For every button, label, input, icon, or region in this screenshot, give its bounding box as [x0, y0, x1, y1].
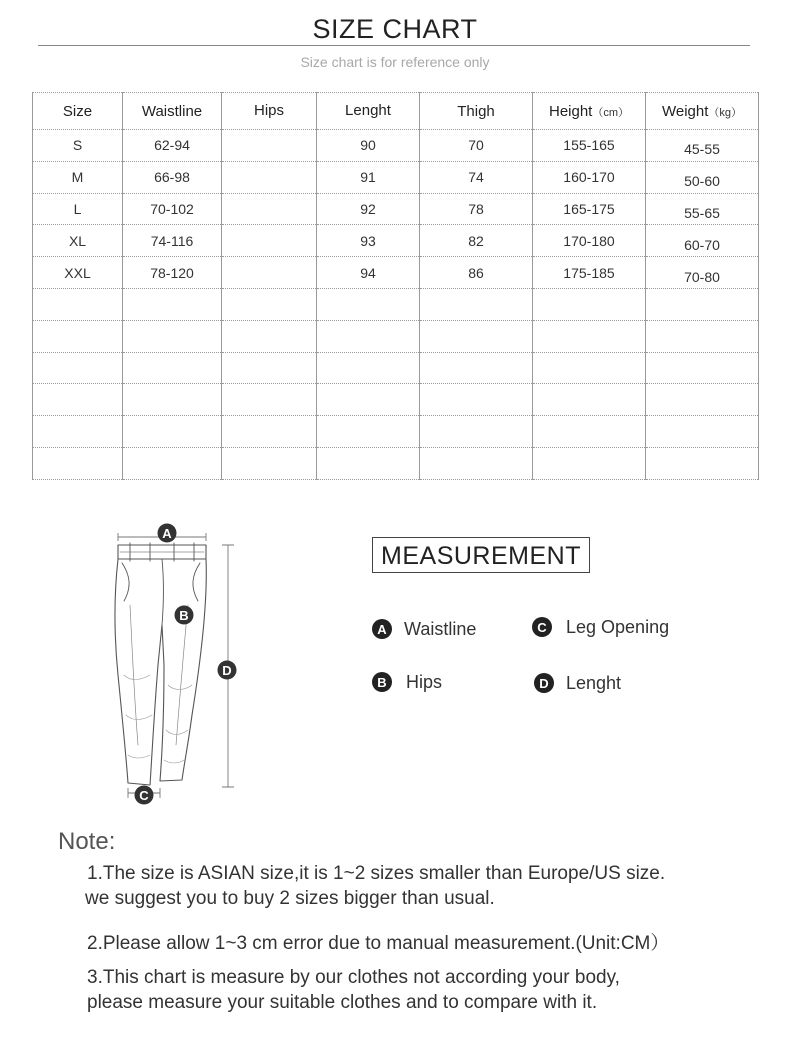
table-cell: [533, 288, 646, 320]
table-cell: [222, 193, 317, 225]
table-cell: [222, 130, 317, 162]
table-header-row: [33, 93, 759, 130]
table-cell: 170-180: [533, 225, 646, 257]
table-cell: S: [33, 130, 123, 162]
table-cell: [222, 288, 317, 320]
badge-b: B: [372, 672, 392, 692]
table-row: [33, 384, 759, 416]
table-cell: [646, 320, 759, 352]
table-cell: 70-80: [646, 257, 759, 289]
size-table: [32, 92, 759, 480]
note-line: 3.This chart is measure by our clothes not according your body,: [87, 967, 620, 988]
table-cell: [123, 352, 222, 384]
table-cell: 93: [317, 225, 420, 257]
table-cell: [646, 288, 759, 320]
table-cell: 74-116: [123, 225, 222, 257]
table-cell: M: [33, 161, 123, 193]
unit-label: （cm）: [592, 106, 630, 119]
table-cell: 155-165: [533, 130, 646, 162]
table-cell: [222, 320, 317, 352]
table-cell: [646, 352, 759, 384]
table-cell: [317, 288, 420, 320]
legend-label: Lenght: [566, 672, 622, 693]
header-cell: Waistline: [123, 93, 222, 130]
legend-item-waistline: [372, 617, 476, 641]
table-cell: 92: [317, 193, 420, 225]
table-cell: 62-94: [123, 130, 222, 162]
table-cell: [123, 416, 222, 448]
table-row: [33, 288, 759, 320]
table-cell: 70-102: [123, 193, 222, 225]
unit-label: （kg）: [708, 106, 743, 119]
table-cell: 91: [317, 161, 420, 193]
table-cell: [533, 384, 646, 416]
table-cell: [33, 447, 123, 479]
table-cell: XL: [33, 225, 123, 257]
table-row: [33, 352, 759, 384]
note-line: we suggest you to buy 2 sizes bigger than usual.: [85, 888, 495, 909]
table-cell: 50-60: [646, 161, 759, 193]
header-cell: Hips: [222, 93, 317, 130]
table-cell: [33, 416, 123, 448]
note-line: please measure your suitable clothes and to compare with it.: [87, 992, 598, 1013]
table-cell: XXL: [33, 257, 123, 289]
header-cell: Weight（kg）: [646, 93, 759, 130]
table-cell: [123, 320, 222, 352]
measurement-title: MEASUREMENT: [372, 537, 590, 573]
table-row: [33, 193, 759, 225]
table-cell: 94: [317, 257, 420, 289]
table-cell: [123, 288, 222, 320]
table-cell: [33, 384, 123, 416]
table-cell: [222, 225, 317, 257]
table-cell: [222, 384, 317, 416]
table-row: [33, 320, 759, 352]
note-line: 1.The size is ASIAN size,it is 1~2 sizes smaller than Europe/US size.: [87, 863, 666, 884]
pants-sketch-icon: [100, 515, 250, 815]
legend-item-hips: [372, 670, 442, 694]
table-cell: 175-185: [533, 257, 646, 289]
table-cell: [222, 416, 317, 448]
legend-label: Waistline: [404, 618, 477, 639]
table-cell: 70: [420, 130, 533, 162]
marker-b: B: [179, 608, 189, 623]
table-cell: [222, 352, 317, 384]
table-cell: [533, 352, 646, 384]
badge-d: D: [534, 673, 554, 693]
table-row: [33, 130, 759, 162]
legend-label: Leg Opening: [566, 616, 670, 637]
table-cell: [420, 447, 533, 479]
table-cell: 160-170: [533, 161, 646, 193]
notes-heading: Note:: [58, 828, 116, 855]
table-cell: [646, 447, 759, 479]
table-cell: 55-65: [646, 193, 759, 225]
table-row: [33, 161, 759, 193]
table-cell: 60-70: [646, 225, 759, 257]
table-cell: [317, 320, 420, 352]
legend-item-length: [534, 671, 621, 695]
marker-c: C: [139, 788, 149, 803]
table-cell: [222, 447, 317, 479]
marker-d: D: [222, 663, 232, 678]
marker-a: A: [162, 526, 172, 541]
table-cell: [420, 288, 533, 320]
header-cell: Height（cm）: [533, 93, 646, 130]
table-cell: 78-120: [123, 257, 222, 289]
table-cell: [33, 352, 123, 384]
table-cell: L: [33, 193, 123, 225]
table-cell: [33, 320, 123, 352]
header-cell: Lenght: [317, 93, 420, 130]
table-cell: [646, 384, 759, 416]
table-cell: [317, 416, 420, 448]
table-cell: 78: [420, 193, 533, 225]
table-cell: [33, 288, 123, 320]
table-cell: [420, 416, 533, 448]
note-line: 2.Please allow 1~3 cm error due to manual measurement.(Unit:CM）: [87, 933, 670, 954]
table-cell: [420, 384, 533, 416]
table-cell: [420, 352, 533, 384]
page-subtitle: Size chart is for reference only: [300, 54, 490, 70]
table-cell: [533, 416, 646, 448]
table-cell: 165-175: [533, 193, 646, 225]
table-row: [33, 416, 759, 448]
badge-c: C: [532, 617, 552, 637]
table-cell: [317, 447, 420, 479]
table-cell: [646, 416, 759, 448]
table-cell: [317, 352, 420, 384]
table-cell: [420, 320, 533, 352]
table-cell: 90: [317, 130, 420, 162]
table-cell: [222, 161, 317, 193]
badge-a: A: [372, 619, 392, 639]
table-cell: 86: [420, 257, 533, 289]
title-divider: [38, 45, 750, 46]
table-cell: [123, 384, 222, 416]
header-cell: Thigh: [420, 93, 533, 130]
table-cell: [222, 257, 317, 289]
table-cell: [317, 384, 420, 416]
table-row: [33, 257, 759, 289]
table-cell: 66-98: [123, 161, 222, 193]
table-cell: 45-55: [646, 130, 759, 162]
table-row: [33, 447, 759, 479]
legend-item-leg-opening: [532, 615, 669, 639]
table-cell: 74: [420, 161, 533, 193]
table-cell: 82: [420, 225, 533, 257]
table-cell: [533, 447, 646, 479]
table-row: [33, 225, 759, 257]
table-cell: [533, 320, 646, 352]
table-cell: [123, 447, 222, 479]
header-cell: Size: [33, 93, 123, 130]
legend-label: Hips: [406, 671, 443, 692]
page-title: SIZE CHART: [312, 14, 478, 44]
